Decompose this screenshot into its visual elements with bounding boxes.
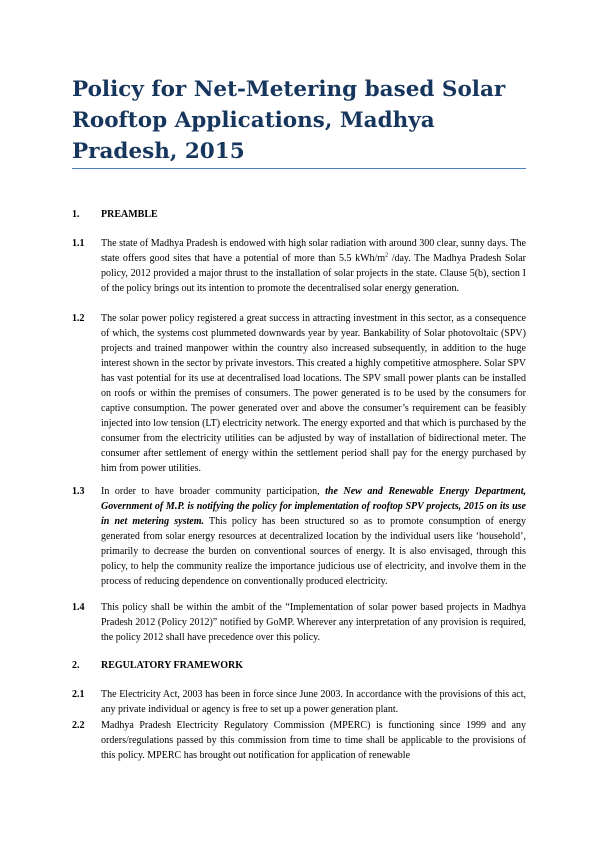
paragraph-text: This policy shall be within the ambit of the “Implementation of solar power based projects in Madhya Pradesh 2012 (Policy 2012)” notified by GoMP. Wherever any interpretation of any provision is required, the policy 2012 shall have precedence over this policy. xyxy=(101,602,526,643)
section-title: PREAMBLE xyxy=(101,209,158,220)
paragraph-1-1 xyxy=(72,236,526,296)
paragraph-number: 1.2 xyxy=(72,313,85,324)
section-heading-preamble xyxy=(72,209,158,220)
section-number: 1. xyxy=(72,209,80,220)
document-title: Policy for Net-Metering based Solar Rooftop Applications, Madhya Pradesh, 2015 xyxy=(72,77,506,164)
section-title: REGULATORY FRAMEWORK xyxy=(101,660,243,671)
paragraph-number: 2.2 xyxy=(72,720,85,731)
section-number: 2. xyxy=(72,660,80,671)
paragraph-text: The Electricity Act, 2003 has been in force since June 2003. In accordance with the provisions of this act, any private individual or agency is free to set up a power generation plant. xyxy=(101,689,526,715)
paragraph-1-2 xyxy=(72,311,526,476)
paragraph-2-1 xyxy=(72,687,526,717)
paragraph-text: The state of Madhya Pradesh is endowed with high solar radiation with around 300 clear, sunny days. The state offers good sites that have a potential of more than 5.5 kWh/$m^2$ /day. The Madhya Pradesh Solar policy, 2012 provided a major thrust to the installation of solar projects in the state. Clause 5(b), section I of the policy brings out its intention to promote the decentralised solar energy generation. xyxy=(101,238,526,294)
paragraph-2-2 xyxy=(72,718,526,763)
paragraph-text: Madhya Pradesh Electricity Regulatory Commission (MPERC) is functioning since 1999 and any orders/regulations passed by this commission from time to time shall be applicable to the provisions of this policy. MPERC has brought out notification for application of renewable xyxy=(101,720,526,761)
paragraph-number: 1.3 xyxy=(72,486,85,497)
paragraph-number: 2.1 xyxy=(72,689,85,700)
paragraph-1-3 xyxy=(72,484,526,589)
paragraph-text: The solar power policy registered a great success in attracting investment in this sector, as a consequence of which, the systems cost plummeted downwards year by year. Bankability of Solar photovoltaic (SPV) projects and trained manpower within the country also increased subsequently, in addition to the huge interest shown in the sector by private investors. This created a highly competitive atmosphere. Solar SPV has vast potential for its use at decentralised load locations. The SPV small power plants can be installed on roofs or within the premises of consumers. The power generated is to be used by the consumers for captive consumption. The power generated over and above the consumer’s requirement can be feasibly injected into low tension (LT) electricity network. The energy exported and that which is purchased by the consumer from the electricity utilities can be adjusted by way of installation of bidirectional meter. The consumer after settlement of energy within the settlement period shall pay for the energy purchased by him from power utilities. xyxy=(101,313,526,474)
paragraph-text: In order to have broader community participation, the New and Renewable Energy Department, Government of M.P. is notifying the policy for implementation of rooftop SPV projects, 2015 on its use in net metering system. This policy has been structured so as to promote consumption of energy generated from solar energy resources at decentralized location by the individual users like ‘household’, primarily to decrease the burden on conventional sources of energy. It is also envisaged, through this policy, to help the community realize the importance judicious use of electricity, and involve them in the process of reducing dependence on conventionally produced electricity. xyxy=(101,486,527,587)
superscript: 2 xyxy=(385,252,389,259)
paragraph-number: 1.1 xyxy=(72,238,85,249)
emphasized-text: the New and Renewable Energy Department, Government of M.P. is notifying the policy for implementation of rooftop SPV projects, 2015 on its use in net metering system. xyxy=(101,486,526,527)
section-heading-regulatory-framework xyxy=(72,660,243,671)
paragraph-number: 1.4 xyxy=(72,602,85,613)
title-divider xyxy=(72,168,526,169)
paragraph-1-4 xyxy=(72,600,526,645)
